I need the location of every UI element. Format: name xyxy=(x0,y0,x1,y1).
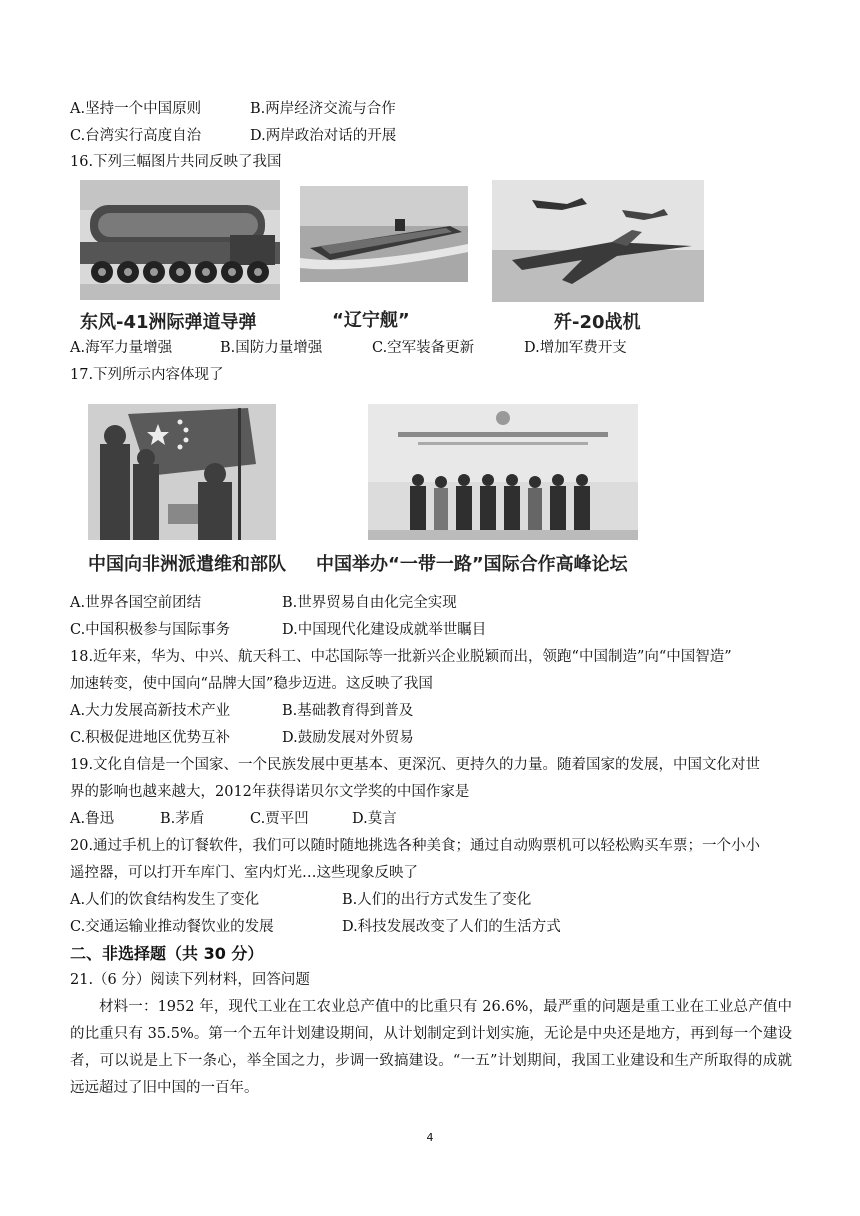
q16-photo-fighter xyxy=(492,180,704,332)
q17-photo-forum xyxy=(316,404,638,578)
q18-option-d: D.鼓励发展对外贸易 xyxy=(282,730,414,746)
q15-option-d: D.两岸政治对话的开展 xyxy=(250,128,397,144)
q16-option-b: B.国防力量增强 xyxy=(220,340,323,356)
q17-photo-peacekeepers xyxy=(88,404,288,578)
q16-photo-missile xyxy=(80,180,280,332)
q20-stem-line1: 20.通过手机上的订餐软件，我们可以随时随地挑选各种美食；通过自动购票机可以轻松购买车票；一个小小 xyxy=(70,838,761,854)
q18-option-b: B.基础教育得到普及 xyxy=(282,703,414,719)
q20-option-c: C.交通运输业推动餐饮业的发展 xyxy=(70,919,274,935)
q15-option-c: C.台湾实行高度自治 xyxy=(70,128,202,144)
q16-option-a: A.海军力量增强 xyxy=(70,340,173,356)
q19-option-a: A.鲁迅 xyxy=(70,811,115,827)
q15-option-b: B.两岸经济交流与合作 xyxy=(250,101,396,117)
belt-and-road-forum-image xyxy=(368,404,638,540)
q18-stem-line1: 18.近年来，华为、中兴、航天科工、中芯国际等一批新兴企业脱颖而出，领跑“中国制造”向“中国智造” xyxy=(70,649,732,665)
page-number: 4 xyxy=(426,1131,434,1144)
q16-caption-fighter: 歼-20战机 xyxy=(554,312,641,333)
q15-option-a: A.坚持一个中国原则 xyxy=(70,101,202,117)
q21-stem: 21.（6 分）阅读下列材料，回答问题 xyxy=(70,972,310,988)
q16-caption-carrier: “辽宁舰” xyxy=(332,310,410,331)
q16-photo-carrier xyxy=(300,186,468,332)
q19-option-d: D.莫言 xyxy=(352,811,397,827)
q16-option-d: D.增加军费开支 xyxy=(524,340,627,356)
q17-option-c: C.中国积极参与国际事务 xyxy=(70,622,231,638)
q17-caption-forum: 中国举办“一带一路”国际合作高峰论坛 xyxy=(316,554,628,575)
q17-option-a: A.世界各国空前团结 xyxy=(70,595,202,611)
fighter-jet-image xyxy=(492,180,704,302)
q20-option-a: A.人们的饮食结构发生了变化 xyxy=(70,892,260,908)
aircraft-carrier-image xyxy=(300,186,468,282)
q20-option-d: D.科技发展改变了人们的生活方式 xyxy=(342,919,561,935)
q16-caption-missile: 东风-41洲际弹道导弹 xyxy=(80,312,257,333)
q19-option-b: B.茅盾 xyxy=(160,811,205,827)
q17-option-b: B.世界贸易自由化完全实现 xyxy=(282,595,457,611)
q17-option-d: D.中国现代化建设成就举世瞩目 xyxy=(282,622,487,638)
q18-option-c: C.积极促进地区优势互补 xyxy=(70,730,231,746)
q16-stem: 16.下列三幅图片共同反映了我国 xyxy=(70,154,282,170)
q17-stem: 17.下列所示内容体现了 xyxy=(70,367,224,383)
q20-stem-line2: 遥控器，可以打开车库门、室内灯光…这些现象反映了 xyxy=(70,865,418,881)
q19-stem-line2: 界的影响也越来越大，2012年获得诺贝尔文学奖的中国作家是 xyxy=(70,784,470,800)
q21-material-1: 材料一：1952 年，现代工业在工农业总产值中的比重只有 26.6%，最严重的问题是重工业在工业总产值中的比重只有 35.5%。第一个五年计划建设期间，从计划制定到计划实施，无论是中央还是地方，再到每一个建设者，可以说是上下一条心，举全国之力，步调一致搞建设。“一五”计划期间，我国工业建设和生产所取得的成就远远超过了旧中国的一百年。 xyxy=(70,999,792,1096)
q18-stem-line2: 加速转变，使中国向“品牌大国”稳步迈进。这反映了我国 xyxy=(70,676,433,692)
q20-option-b: B.人们的出行方式发生了变化 xyxy=(342,892,532,908)
peacekeeping-troops-image xyxy=(88,404,276,540)
q16-option-c: C.空军装备更新 xyxy=(372,340,475,356)
q19-option-c: C.贾平凹 xyxy=(250,811,309,827)
q17-caption-peacekeepers: 中国向非洲派遣维和部队 xyxy=(88,554,286,575)
q18-option-a: A.大力发展高新技术产业 xyxy=(70,703,231,719)
missile-launcher-image xyxy=(80,180,280,300)
q19-stem-line1: 19.文化自信是一个国家、一个民族发展中更基本、更深沉、更持久的力量。随着国家的发展，中国文化对世 xyxy=(70,757,761,773)
section-2-title: 二、非选择题（共 30 分） xyxy=(70,944,264,963)
